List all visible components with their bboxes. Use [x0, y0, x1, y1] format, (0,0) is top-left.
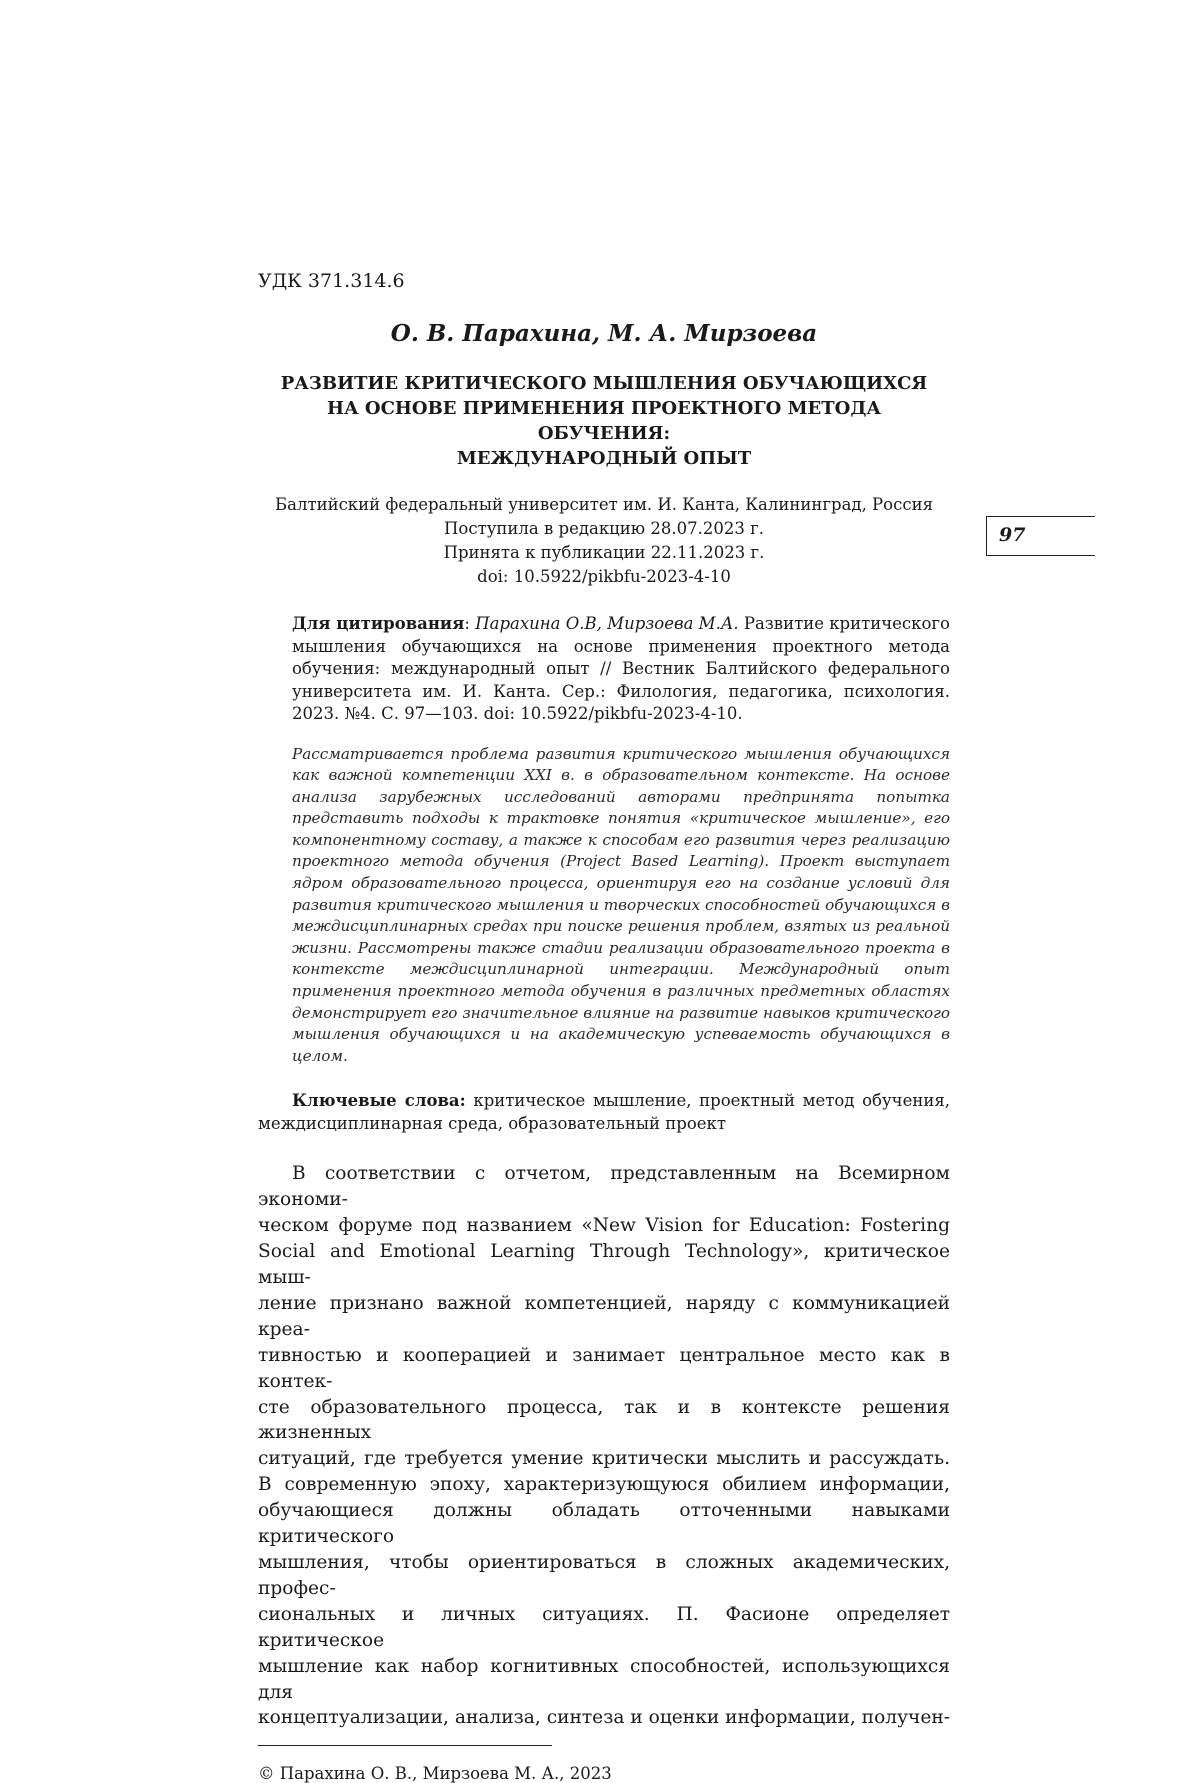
- received-date: Поступила в редакцию 28.07.2023 г.: [444, 519, 764, 538]
- article-page: [258, 270, 950, 1783]
- article-authors: О. В. Парахина, М. А. Мирзоева: [390, 320, 818, 347]
- citation-text: Развитие критического мышления обучающихся на основе применения проектного метода обучения: международный опыт // Вестник Балтийского федерального университета им. И. Канта. Сер.: Филология, педагогика, психология. 2023. №4. С. 97—103. doi: 10.5922/pikbfu-2023-4-10.: [292, 614, 950, 723]
- title-line: РАЗВИТИЕ КРИТИЧЕСКОГО МЫШЛЕНИЯ ОБУЧАЮЩИХСЯ: [280, 373, 928, 394]
- accepted-date: Принята к публикации 22.11.2023 г.: [443, 543, 765, 562]
- body-line: ление признано важной компетенцией, наряду с коммуникацией креа-: [258, 1292, 950, 1340]
- affiliation: Балтийский федеральный университет им. И. Канта, Калининград, Россия: [275, 495, 933, 514]
- keywords-label: Ключевые слова:: [292, 1091, 466, 1111]
- body-line: мышления, чтобы ориентироваться в сложных академических, профес-: [258, 1552, 950, 1599]
- body-line: В современную эпоху, характеризующуюся обилием информации,: [258, 1474, 950, 1496]
- abstract: Рассматривается проблема развития критического мышления обучающихся как важной компетенции XXI в. в образовательном контексте. На основе анализа зарубежных исследований авторами предпринята попытка представить подходы к трактовке понятия «критическое мышление», его компонентному составу, а также к способам его развития через реализацию проектного метода обучения (Project Based Learning). Проект выступает ядром образовательного процесса, ориентируя его на создание условий для развития критического мышления и творческих способностей обучающихся в междисциплинарных средах при поиске решения проблем, взятых из реальной жизни. Рассмотрены также стадии реализации образовательного проекта в контексте междисциплинарной интеграции. Международный опыт применения проектного метода обучения в различных предметных областях демонстрирует его значительное влияние на развитие навыков критического мышления обучающихся и на академическую успеваемость обучающихся в целом.: [292, 744, 950, 1065]
- citation-authors: Парахина О.В, Мирзоева М.А.: [475, 614, 739, 633]
- footnote-divider: [258, 1745, 552, 1746]
- body-line: ситуаций, где требуется умение критически мыслить и рассуждать.: [258, 1448, 950, 1470]
- title-line: НА ОСНОВЕ ПРИМЕНЕНИЯ ПРОЕКТНОГО МЕТОДА ОБУЧЕНИЯ:: [326, 398, 882, 444]
- page-number-box: [986, 516, 1095, 556]
- body-paragraph: [258, 1161, 950, 1731]
- body-line: сте образовательного процесса, так и в контексте решения жизненных: [258, 1396, 950, 1444]
- body-line: ческом форуме под названием «New Vision for Education: Fostering: [258, 1215, 950, 1237]
- keywords-block: [258, 1089, 950, 1135]
- citation-label: Для цитирования: [292, 614, 465, 633]
- udk-code: УДК 371.314.6: [258, 270, 405, 292]
- article-title: [258, 371, 950, 471]
- doi: doi: 10.5922/pikbfu-2023-4-10: [477, 567, 731, 586]
- article-meta: [258, 493, 950, 589]
- page-number: 97: [999, 524, 1026, 546]
- copyright-footnote: © Парахина О. В., Мирзоева М. А., 2023: [258, 1764, 612, 1783]
- body-line: обучающиеся должны обладать отточенными навыками критического: [258, 1500, 950, 1548]
- body-line: тивностью и кооперацией и занимает центральное место как в контек-: [258, 1344, 950, 1392]
- body-line: В соответствии с отчетом, представленным на Всемирном экономи-: [258, 1163, 950, 1211]
- body-line: концептуализации, анализа, синтеза и оценки информации, получен-: [258, 1707, 950, 1729]
- body-line: сиональных и личных ситуациях. П. Фасионе определяет критическое: [258, 1603, 950, 1651]
- keywords-text: критическое мышление, проектный метод обучения, междисциплинарная среда, образовательный проект: [258, 1091, 950, 1134]
- citation-block: Для цитирования: Парахина О.В, Мирзоева М.А. Развитие критического мышления обучающихся на основе применения проектного метода обучения: международный опыт // Вестник Балтийского федерального университета им. И. Канта. Сер.: Филология, педагогика, психология. 2023. №4. С. 97—103. doi: 10.5922/pikbfu-2023-4-10.: [292, 614, 950, 723]
- body-line: мышление как набор когнитивных способностей, использующихся для: [258, 1655, 950, 1703]
- body-line: Social and Emotional Learning Through Technology», критическое мыш-: [258, 1241, 950, 1289]
- title-line: МЕЖДУНАРОДНЫЙ ОПЫТ: [456, 448, 752, 469]
